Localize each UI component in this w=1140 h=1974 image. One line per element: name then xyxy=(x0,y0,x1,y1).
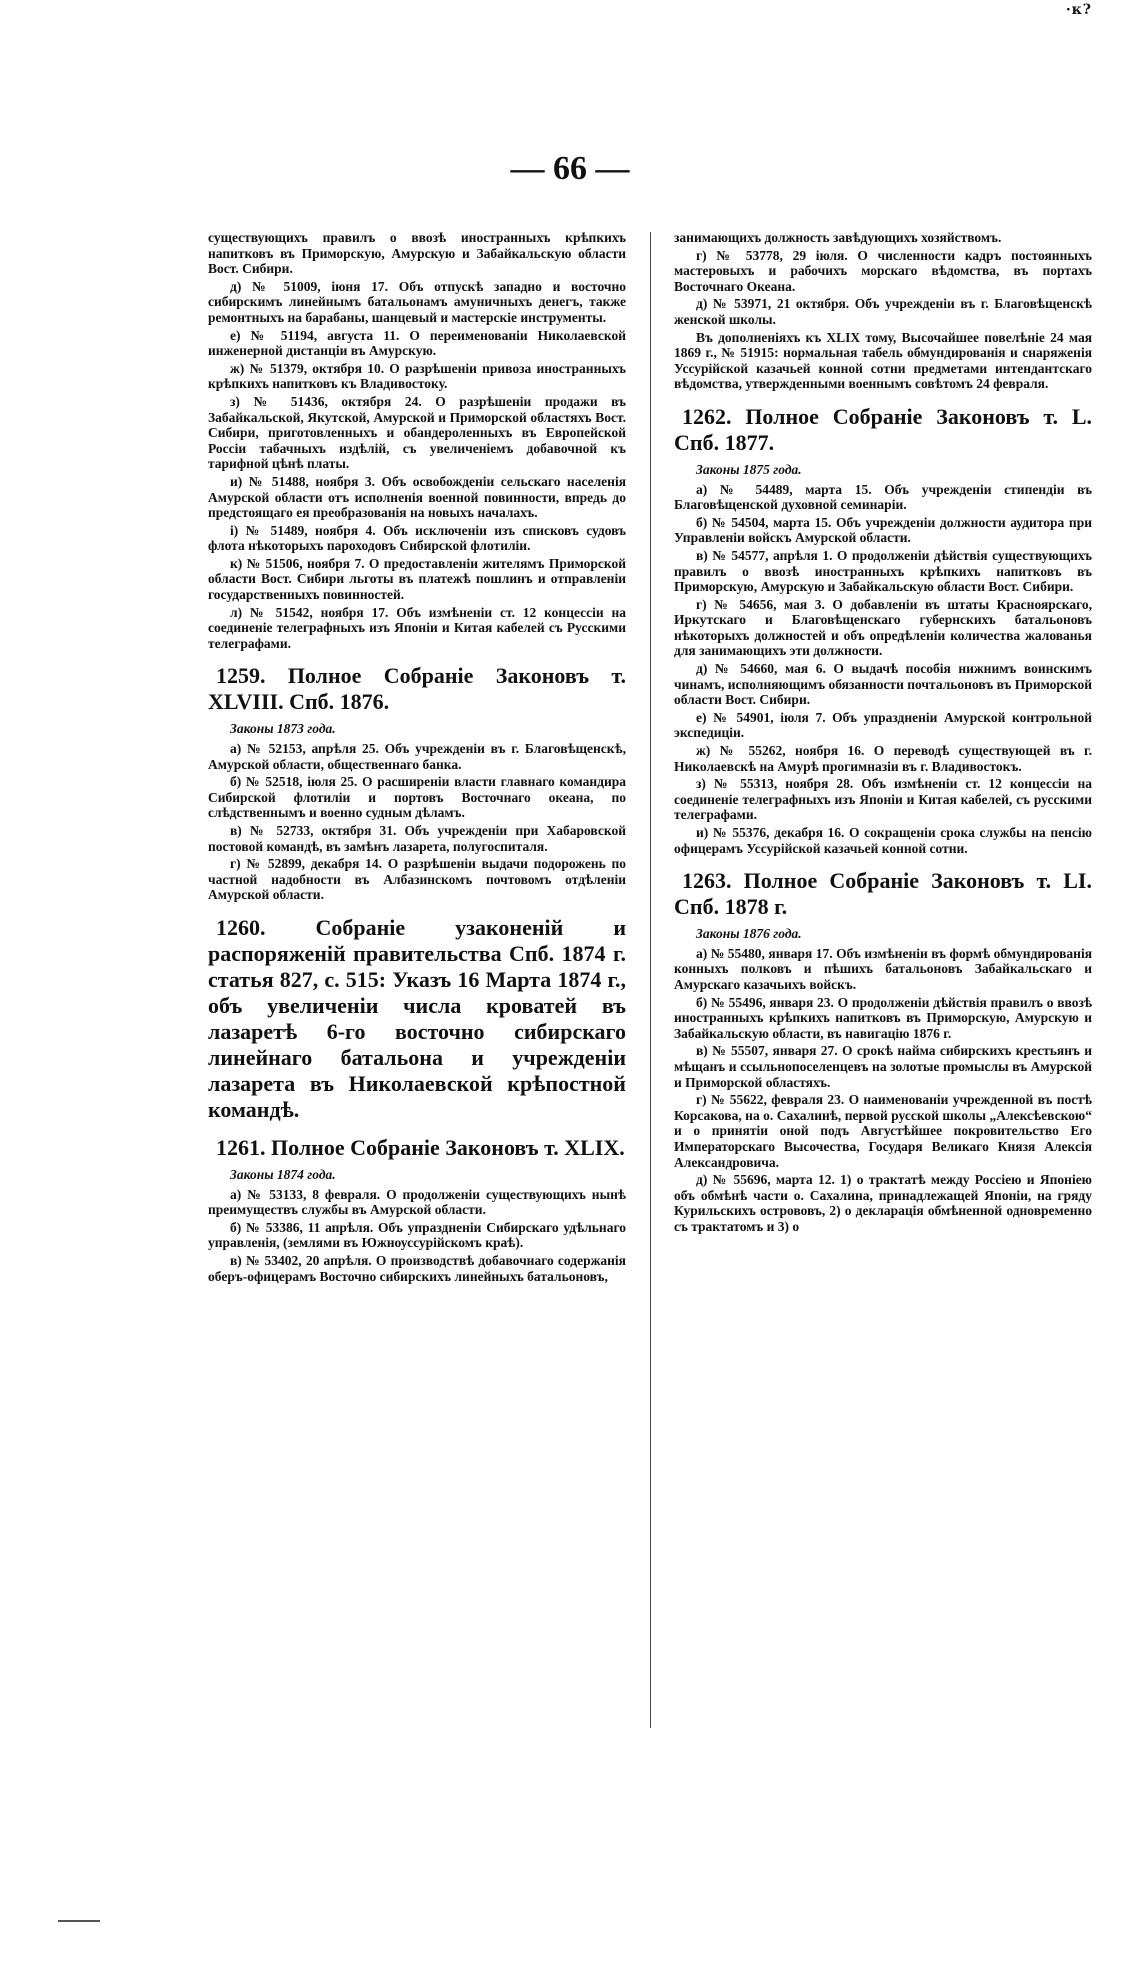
paragraph: Въ дополненіяхъ къ XLIX тому, Высочайшее повелѣніе 24 мая 1869 г., № 51915: нормальная табель обмундированія и снаряженія Уссурійской казачьей конной сотни предметами интендантскаго вѣдомства, утвержденными военнымъ совѣтомъ 24 февраля. xyxy=(674,329,1092,392)
paragraph: а) № 52153, апрѣля 25. Объ учрежденіи въ г. Благовѣщенскѣ, Амурской области, общественнаго банка. xyxy=(208,741,626,772)
paragraph: б) № 54504, марта 15. Объ учрежденіи должности аудитора при Управленіи войскъ Амурской области. xyxy=(674,514,1092,546)
paragraph: в) № 53402, 20 апрѣля. О производствѣ добавочнаго содержанія оберъ-офицерамъ Восточно сибирскихъ линейныхъ батальоновъ, xyxy=(208,1252,626,1284)
paragraph: к) № 51506, ноября 7. О предоставленіи жителямъ Приморской области Вост. Сибири льготы въ платежѣ пошлинъ и отправленіи государственныхъ повинностей. xyxy=(208,555,626,603)
section-subheading: Законы 1875 года. xyxy=(696,461,802,477)
paragraph: б) № 55496, января 23. О продолженіи дѣйствія правилъ о ввозѣ иностранныхъ крѣпкихъ напитковъ въ Приморскую, Амурскую и Забайкальскую области, въ навигацію 1876 г. xyxy=(674,994,1092,1041)
paragraph: г) № 53778, 29 іюля. О численности кадръ постоянныхъ мастеровыхъ и рабочихъ морскаго вѣдомства, въ портахъ Восточнаго Океана. xyxy=(674,247,1092,294)
paragraph: і) № 51489, ноября 4. Объ исключеніи изъ списковъ судовъ флота нѣкоторыхъ пароходовъ Сибирской флотиліи. xyxy=(208,522,626,554)
paragraph: б) № 53386, 11 апрѣля. Объ упраздненіи Сибирскаго удѣльнаго управленія, (землями въ Южноуссурійскомъ краѣ). xyxy=(208,1219,626,1251)
paragraph: ж) № 51379, октября 10. О разрѣшеніи привоза иностранныхъ крѣпкихъ напитковъ къ Владивостоку. xyxy=(208,360,626,392)
paragraph-continuation: занимающихъ должность завѣдующихъ хозяйствомъ. xyxy=(674,230,1002,245)
paragraph: д) № 51009, іюня 17. Объ отпускѣ западно и восточно сибирскимъ линейнымъ батальонамъ амуничныхъ денегъ, также ремонтныхъ на барабаны, шанцевый и мастерскіе инструменты. xyxy=(208,278,626,325)
right-column xyxy=(674,230,1092,1236)
paragraph: ж) № 55262, ноября 16. О переводѣ существующей въ г. Николаевскѣ на Амурѣ прогимназіи въ г. Владивостокъ. xyxy=(674,743,1092,774)
paragraph: з) № 55313, ноября 28. Объ измѣненіи ст. 12 концессіи на соединеніе телеграфныхъ изъ Японіи и Китая кабелей, съ русскими телеграфами. xyxy=(674,776,1092,823)
paragraph: г) № 55622, февраля 23. О наименованіи учрежденной въ постѣ Корсакова, на о. Сахалинѣ, первой русской школы „Алексѣевскою“ и о принятіи оной подъ Августѣйшее покровительство Его Императорскаго Высочества, Государя Великаго Князя Алексія Александровича. xyxy=(674,1092,1092,1170)
paragraph: г) № 52899, декабря 14. О разрѣшеніи выдачи подорожень по частной надобности въ Албазинскомъ почтовомъ отдѣленіи Амурской области. xyxy=(208,856,626,903)
paragraph: л) № 51542, ноября 17. Объ измѣненіи ст. 12 концессіи на соединеніе телеграфныхъ изъ Японіи и Китая кабелей съ Русскими телеграфами. xyxy=(208,604,626,651)
footer-rule xyxy=(58,1920,100,1922)
paragraph: д) № 55696, марта 12. 1) о трактатѣ между Россіею и Японіею объ обмѣнѣ части о. Сахалина, принадлежащей Японіи, на гряду Курильскихъ острововъ, 2) о декларація обмѣненной одновременно съ трактатомъ и 3) о xyxy=(674,1172,1092,1234)
page-number: — 66 — xyxy=(510,150,630,187)
corner-mark: ·к? xyxy=(1065,2,1092,18)
paragraph: в) № 55507, января 27. О срокѣ найма сибирскихъ крестьянъ и мѣщанъ и ссыльнопоселенцевъ на золотые промыслы въ Амурской и Приморской областяхъ. xyxy=(674,1043,1092,1090)
section-heading: 1261. Полное Собраніе Законовъ т. XLIX. xyxy=(216,1134,625,1160)
section-heading: 1262. Полное Собраніе Законовъ т. L. Спб. 1877. xyxy=(674,403,1092,455)
paragraph: д) № 54660, мая 6. О выдачѣ пособія нижнимъ воинскимъ чинамъ, исполняющимъ обязанности почтальоновъ въ Приморской области Вост. Сибири. xyxy=(674,661,1092,708)
left-column xyxy=(208,230,626,1286)
paragraph: е) № 51194, августа 11. О переименованіи Николаевской инженерной дистанціи въ Амурскую. xyxy=(208,327,626,359)
paragraph: в) № 52733, октября 31. Объ учрежденіи при Хабаровской постовой командѣ, въ замѣнъ лазарета, полугоспиталя. xyxy=(208,823,626,854)
paragraph: а) № 55480, января 17. Объ измѣненіи въ формѣ обмундированія конныхъ полковъ и пѣшихъ батальоновъ Забайкальскаго и Амурскаго казачьихъ войскъ. xyxy=(674,945,1092,992)
paragraph-continuation: существующихъ правилъ о ввозѣ иностранныхъ крѣпкихъ напитковъ въ Приморскую, Амурскую и Забайкальскую области Вост. Сибири. xyxy=(208,230,626,277)
section-heading: 1263. Полное Собраніе Законовъ т. LI. Спб. 1878 г. xyxy=(674,868,1092,920)
paragraph: и) № 51488, ноября 3. Объ освобожденіи сельскаго населенія Амурской области отъ исполненія военной повинности, впредь до предстоящаго ея преобразованія на новыхъ началахъ. xyxy=(208,473,626,521)
paragraph: и) № 55376, декабря 16. О сокращеніи срока службы на пенсію офицерамъ Уссурійской казачьей конной сотни. xyxy=(674,825,1092,856)
section-heading: 1259. Полное Собраніе Законовъ т. XLVIII. Спб. 1876. xyxy=(208,663,626,715)
paragraph: д) № 53971, 21 октября. Объ учрежденіи въ г. Благовѣщенскѣ женской школы. xyxy=(674,296,1092,327)
paragraph: а) № 54489, марта 15. Объ учрежденіи стипендіи въ Благовѣщенской духовной семинаріи. xyxy=(674,481,1092,513)
section-subheading: Законы 1874 года. xyxy=(230,1166,336,1182)
paragraph: б) № 52518, іюля 25. О расширеніи власти главнаго командира Сибирской флотиліи и портовъ Восточнаго океана, по слѣдственнымъ и военно судным дѣламъ. xyxy=(208,774,626,821)
section-subheading: Законы 1876 года. xyxy=(696,926,802,942)
paragraph: в) № 54577, апрѣля 1. О продолженіи дѣйствія существующихъ правилъ о ввозѣ иностранныхъ крѣпкихъ напитковъ въ Приморскую, Амурскую и Забайкальскую области Вост. Сибири. xyxy=(674,547,1092,595)
paragraph: а) № 53133, 8 февраля. О продолженіи существующихъ нынѣ преимуществъ службы въ Амурской области. xyxy=(208,1186,626,1218)
paragraph: з) № 51436, октября 24. О разрѣшеніи продажи въ Забайкальской, Якутской, Амурской и Приморской областяхъ Вост. Сибири, приготовленныхъ и обандероленныхъ въ Европейской Россіи табачныхъ издѣлій, съ увеличеніемъ добавочной къ тарифной цѣнѣ платы. xyxy=(208,393,626,472)
section-heading: 1260. Собраніе узаконеній и распоряженій правительства Спб. 1874 г. статья 827, с. 515: Указъ 16 Марта 1874 г., объ увеличеніи числа кроватей въ лазаретѣ 6-го восточно сибирскаго линейнаго батальона и учрежденіи лазарета въ Николаевской крѣпостной командѣ. xyxy=(208,914,626,1122)
section-subheading: Законы 1873 года. xyxy=(230,721,336,737)
column-divider xyxy=(650,232,651,1728)
paragraph: г) № 54656, мая 3. О добавленіи въ штаты Красноярскаго, Иркутскаго и Благовѣщенскаго губернскихъ батальоновъ нѣкоторыхъ должностей и объ опредѣленіи количества жалованья для занимающихъ эти должности. xyxy=(674,596,1092,659)
paragraph: е) № 54901, іюля 7. Объ упраздненіи Амурской контрольной экспедиціи. xyxy=(674,709,1092,741)
